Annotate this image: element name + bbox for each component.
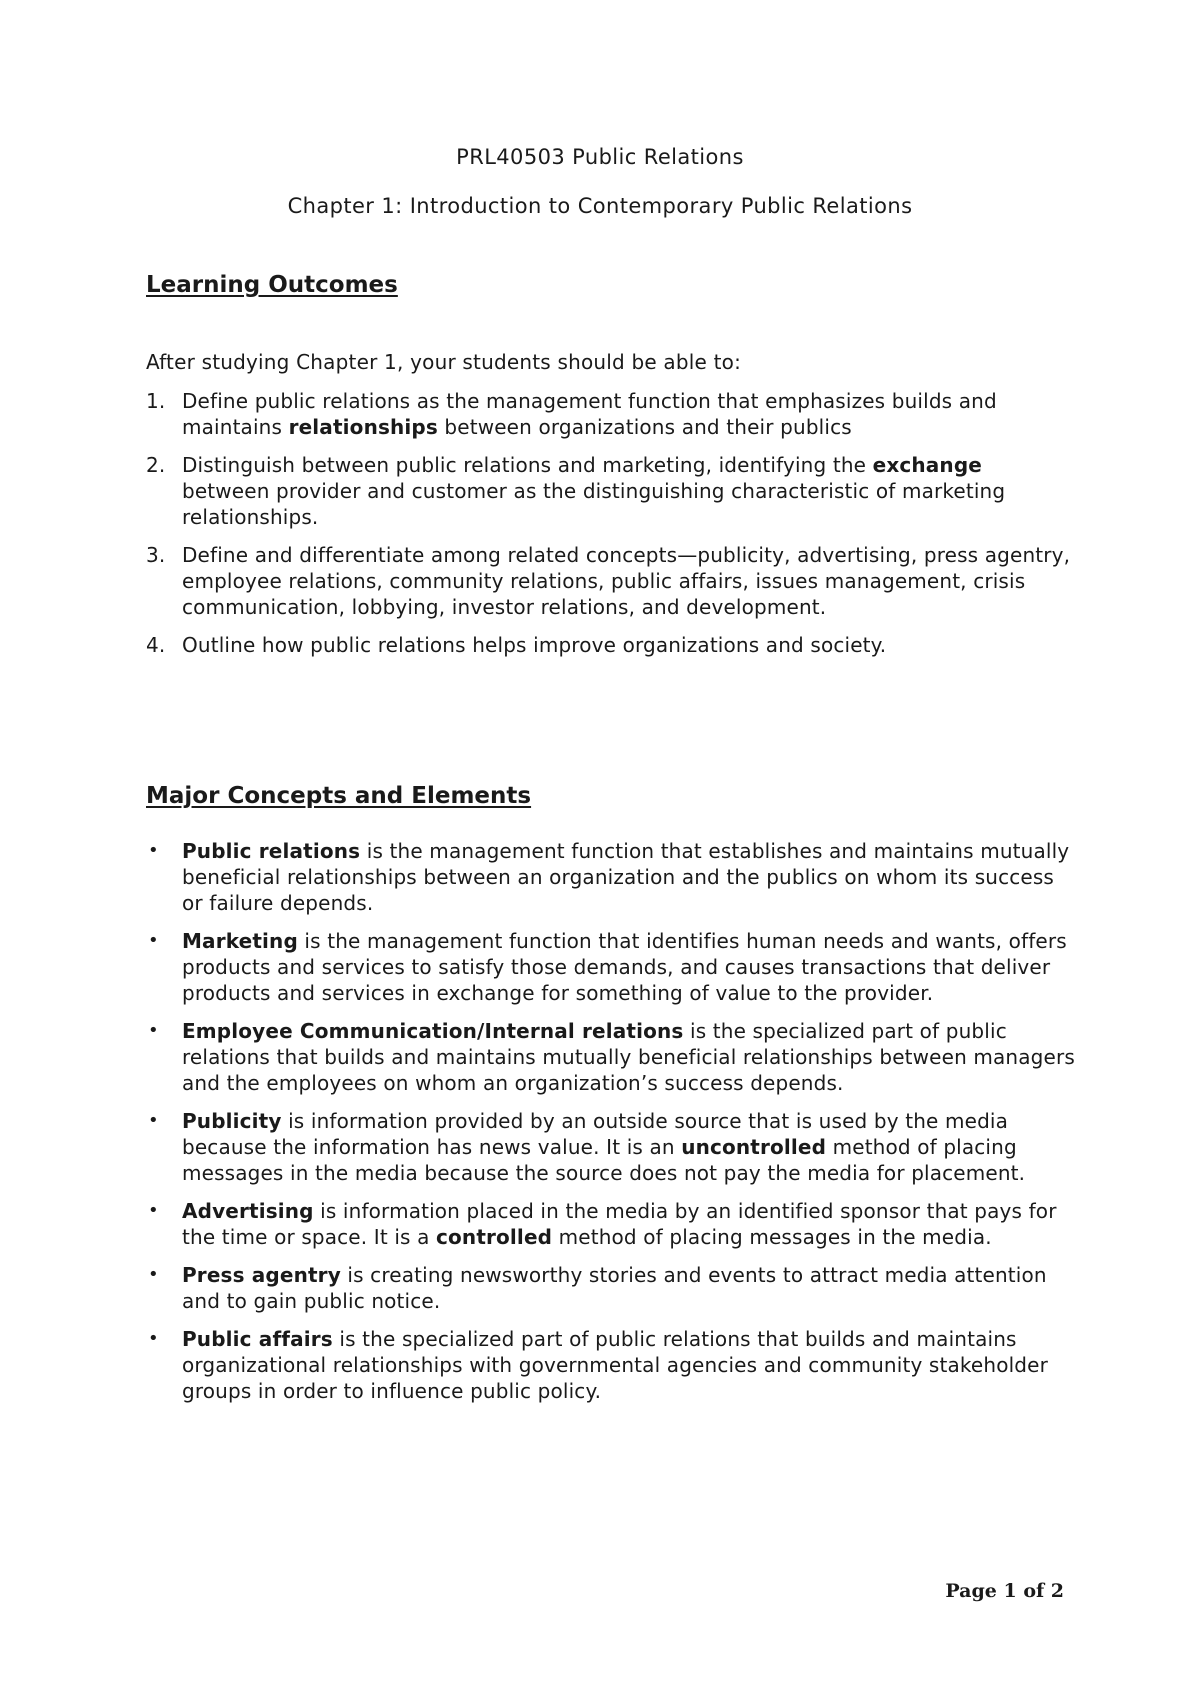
outcome-keyword: relationships — [288, 415, 438, 439]
bullet-icon: • — [148, 1264, 159, 1285]
outcome-item — [146, 632, 1076, 658]
learning-outcomes-heading: Learning Outcomes — [146, 272, 398, 298]
learning-outcomes-list — [146, 388, 1076, 670]
bullet-icon: • — [148, 930, 159, 951]
outcome-keyword: exchange — [872, 453, 982, 477]
concept-definition: is information placed in the media by an identified sponsor that pays for the time or space. It is a — [182, 1199, 1057, 1249]
concept-item — [146, 1262, 1076, 1314]
concept-definition: is creating newsworthy stories and events to attract media attention and to gain public notice. — [182, 1263, 1047, 1313]
major-concepts-heading: Major Concepts and Elements — [146, 783, 532, 809]
concept-term: Marketing — [182, 929, 298, 953]
concept-item — [146, 1018, 1076, 1096]
concept-keyword: uncontrolled — [681, 1135, 827, 1159]
outcome-number: 2. — [146, 453, 166, 477]
concept-term: Advertising — [182, 1199, 314, 1223]
concept-item — [146, 838, 1076, 916]
concept-item — [146, 1198, 1076, 1250]
bullet-icon: • — [148, 1328, 159, 1349]
outcome-text: Outline how public relations helps improve organizations and society. — [182, 633, 887, 657]
outcome-item — [146, 542, 1076, 620]
outcome-number: 1. — [146, 389, 166, 413]
concept-definition: method of placing messages in the media because the source does not pay the media for placement. — [182, 1135, 1026, 1185]
outcome-text: Distinguish between public relations and marketing, identifying the — [182, 453, 873, 477]
learning-outcomes-intro: After studying Chapter 1, your students should be able to: — [146, 350, 742, 374]
outcome-item — [146, 388, 1076, 440]
concept-definition: is the specialized part of public relations that builds and maintains mutually beneficial relationships between managers and the employees on whom an organization’s success depends. — [182, 1019, 1075, 1095]
concept-term: Employee Communication/Internal relations — [182, 1019, 684, 1043]
concept-keyword: controlled — [436, 1225, 553, 1249]
bullet-icon: • — [148, 1200, 159, 1221]
chapter-title: Chapter 1: Introduction to Contemporary Public Relations — [287, 194, 913, 218]
concept-definition: is the management function that identifies human needs and wants, offers products and services to satisfy those demands, and causes transactions that deliver products and services in exchange for something of value to the provider. — [182, 929, 1067, 1005]
concept-item — [146, 1326, 1076, 1404]
outcome-text: Define and differentiate among related concepts—publicity, advertising, press agentry, employee relations, community relations, public affairs, issues management, crisis communication, lobbying, investor relations, and development. — [182, 543, 1071, 619]
concept-term: Publicity — [182, 1109, 282, 1133]
outcome-number: 3. — [146, 543, 166, 567]
concept-item — [146, 928, 1076, 1006]
bullet-icon: • — [148, 1020, 159, 1041]
bullet-icon: • — [148, 1110, 159, 1131]
concept-term: Public affairs — [182, 1327, 333, 1351]
outcome-number: 4. — [146, 633, 166, 657]
outcome-item — [146, 452, 1076, 530]
concept-definition: is the management function that establishes and maintains mutually beneficial relationships between an organization and the publics on whom its success or failure depends. — [182, 839, 1070, 915]
concept-definition: method of placing messages in the media. — [552, 1225, 992, 1249]
page-number: Page 1 of 2 — [945, 1580, 1064, 1602]
concept-definition: is the specialized part of public relations that builds and maintains organizational relationships with governmental agencies and community stakeholder groups in order to influence public policy. — [182, 1327, 1048, 1403]
major-concepts-list — [146, 838, 1076, 1416]
outcome-text: between provider and customer as the distinguishing characteristic of marketing relationships. — [182, 479, 1006, 529]
bullet-icon: • — [148, 840, 159, 861]
concept-term: Public relations — [182, 839, 361, 863]
outcome-text: Define public relations as the management function that emphasizes builds and maintains — [182, 389, 997, 439]
concept-term: Press agentry — [182, 1263, 341, 1287]
concept-item — [146, 1108, 1076, 1186]
outcome-text: between organizations and their publics — [437, 415, 852, 439]
course-title: PRL40503 Public Relations — [456, 145, 744, 169]
concept-definition: is information provided by an outside source that is used by the media because the information has news value. It is an — [182, 1109, 1009, 1159]
